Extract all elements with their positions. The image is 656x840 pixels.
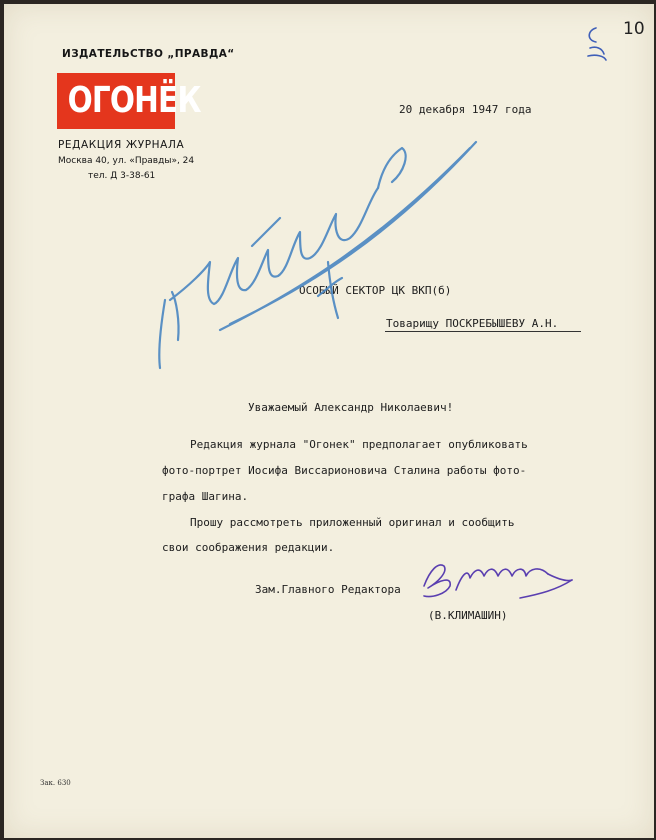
print-order-number: Зак. 630 xyxy=(40,779,71,787)
publisher-label: ИЗДАТЕЛЬСТВО „ПРАВДА“ xyxy=(62,48,235,60)
archive-number: 10 xyxy=(623,19,645,39)
signatory-title: Зам.Главного Редактора xyxy=(255,583,401,596)
recipient-department: ОСОБЫЙ СЕКТОР ЦК ВКП(б) xyxy=(299,284,452,297)
body-line: Прошу рассмотреть приложенный оригинал и сообщить xyxy=(190,516,515,529)
office-phone: тел. Д 3-38-61 xyxy=(88,171,156,181)
signatory-name: (В.КЛИМАШИН) xyxy=(428,609,508,622)
salutation: Уважаемый Александр Николаевич! xyxy=(248,401,454,414)
body-line: свои соображения редакции. xyxy=(162,541,335,554)
office-address: Москва 40, ул. «Правды», 24 xyxy=(58,156,195,166)
recipient-underline xyxy=(385,331,581,332)
body-line: фото-портрет Иосифа Виссарионовича Сталина работы фото- xyxy=(162,464,527,477)
letter-page xyxy=(4,4,654,838)
recipient-name: Товарищу ПОСКРЕБЫШЕВУ А.Н. xyxy=(386,317,559,330)
letter-date: 20 декабря 1947 года xyxy=(399,103,532,116)
body-line: графа Шагина. xyxy=(162,490,249,503)
editorial-office-label: РЕДАКЦИЯ ЖУРНАЛА xyxy=(58,139,185,151)
body-line: Редакция журнала "Огонек" предполагает опубликовать xyxy=(190,438,528,451)
ogonek-logo-text: ОГОНЁК xyxy=(67,80,201,121)
